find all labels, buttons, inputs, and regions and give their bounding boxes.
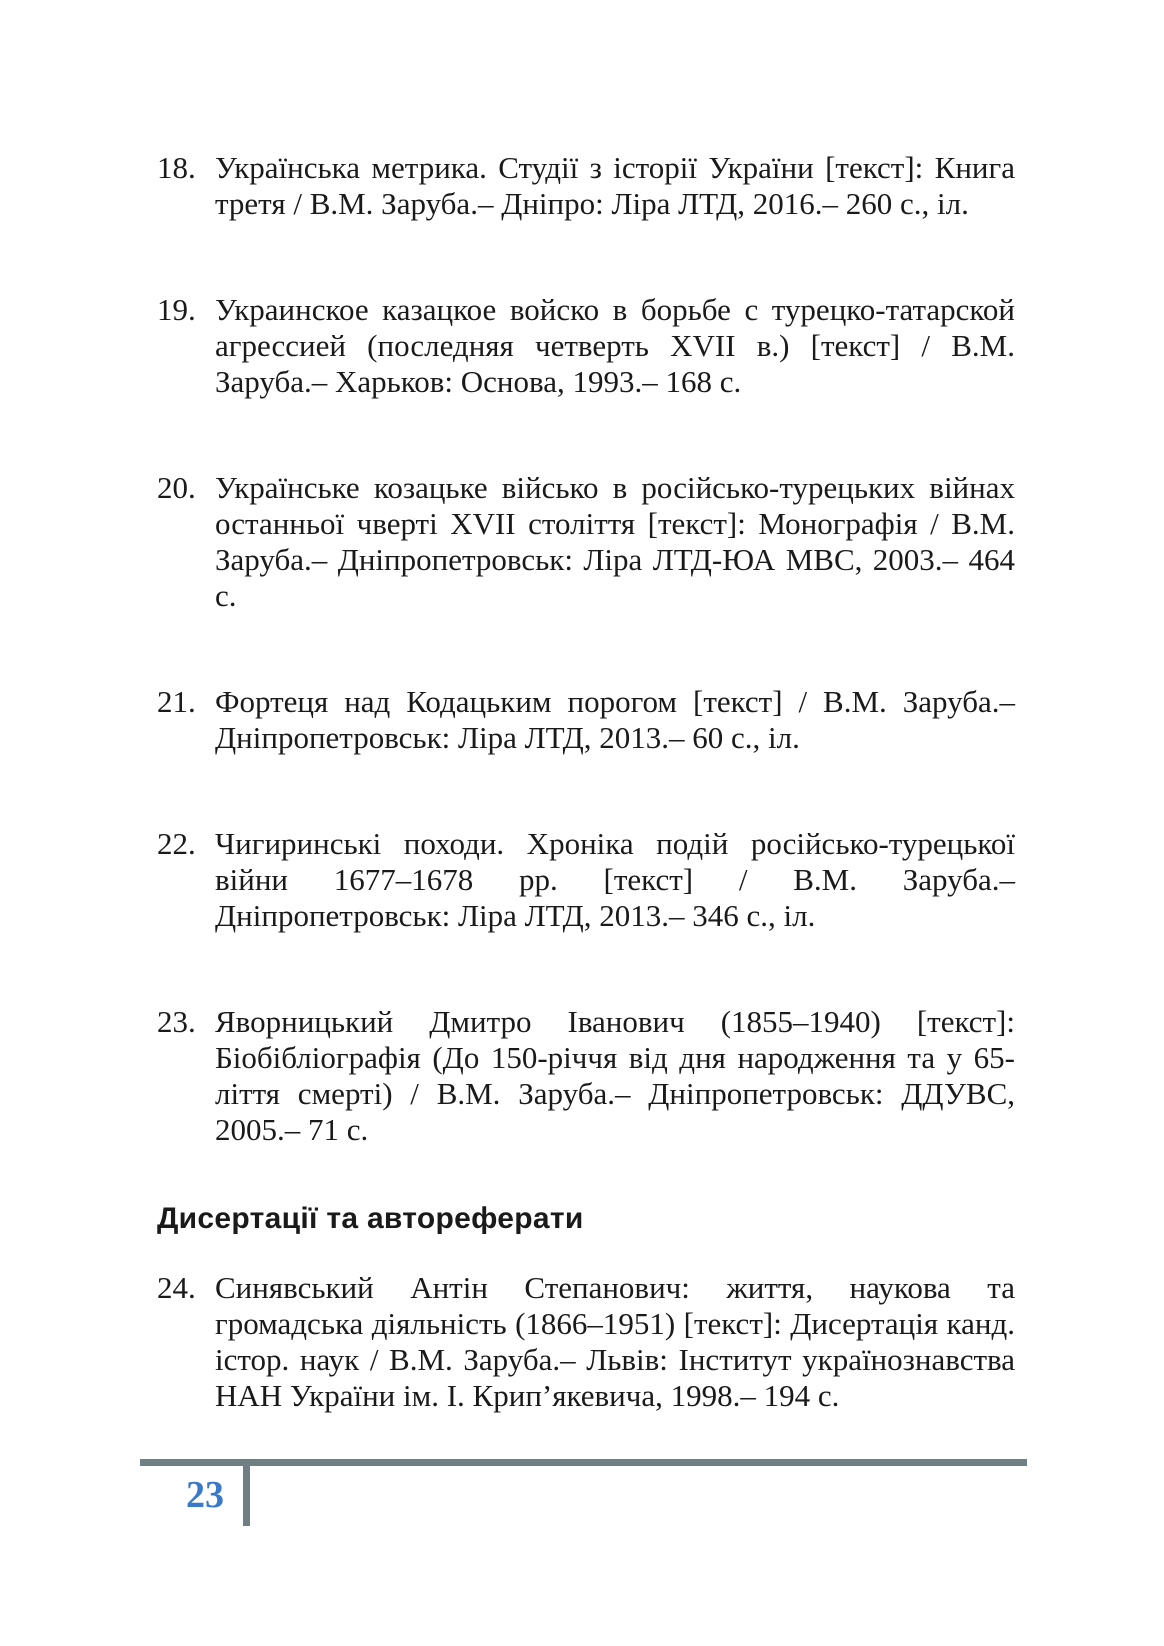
entry-number: 23.	[157, 1004, 196, 1039]
entry-number: 24.	[157, 1270, 196, 1305]
entry-number: 18.	[157, 150, 196, 185]
section-heading: Дисертації та автореферати	[157, 1202, 584, 1235]
entry-text: Фортеця над Кодацьким порогом [текст] / В.М. Заруба.– Дніпропетровськ: Ліра ЛТД, 2013.– 60 с., іл.	[215, 684, 1015, 755]
list-item	[157, 1270, 1015, 1414]
dissertations-list	[157, 1270, 1015, 1414]
page-number: 23	[186, 1474, 224, 1516]
entry-text: Українське козацьке військо в російсько-турецьких війнах останньої чверті XVII століття [текст]: Монографія / В.М. Заруба.– Дніпропетровськ: Ліра ЛТД-ЮА МВС, 2003.– 464 с.	[215, 470, 1015, 613]
list-item	[157, 292, 1015, 400]
entry-number: 21.	[157, 684, 196, 719]
list-item	[157, 684, 1015, 756]
entry-text: Украинское казацкое войско в борьбе с турецко-татарской агрессией (последняя четверть XVII в.) [текст] / В.М. Заруба.– Харьков: Основа, 1993.– 168 с.	[215, 292, 1015, 399]
entry-number: 19.	[157, 292, 196, 327]
entry-text: Чигиринські походи. Хроніка подій російсько-турецької війни 1677–1678 рр. [текст] / В.М. Заруба.– Дніпропетровськ: Ліра ЛТД, 2013.– 346 с., іл.	[215, 826, 1015, 933]
entry-text: Яворницький Дмитро Іванович (1855–1940) [текст]: Біобібліографія (До 150-річчя від дня народження та у 65-ліття смерті) / В.М. Заруба.– Дніпропетровськ: ДДУВС, 2005.– 71 с.	[215, 1004, 1015, 1147]
entry-number: 20.	[157, 470, 196, 505]
entry-text: Українська метрика. Студії з історії України [текст]: Книга третя / В.М. Заруба.– Дніпро: Ліра ЛТД, 2016.– 260 с., іл.	[215, 150, 1015, 221]
footer-vertical-rule	[243, 1459, 250, 1526]
entry-text: Синявський Антін Степанович: життя, наукова та громадська діяльність (1866–1951) [текст]: Дисертація канд. істор. наук / В.М. Заруба.– Львів: Інститут українознавства НАН України ім. І. Крип’якевича, 1998.– 194 с.	[215, 1270, 1015, 1413]
list-item	[157, 826, 1015, 934]
list-item	[157, 1004, 1015, 1148]
list-item	[157, 470, 1015, 614]
list-item	[157, 150, 1015, 222]
entry-number: 22.	[157, 826, 196, 861]
footer-horizontal-rule	[140, 1459, 1027, 1466]
bibliography-list	[157, 150, 1015, 1148]
